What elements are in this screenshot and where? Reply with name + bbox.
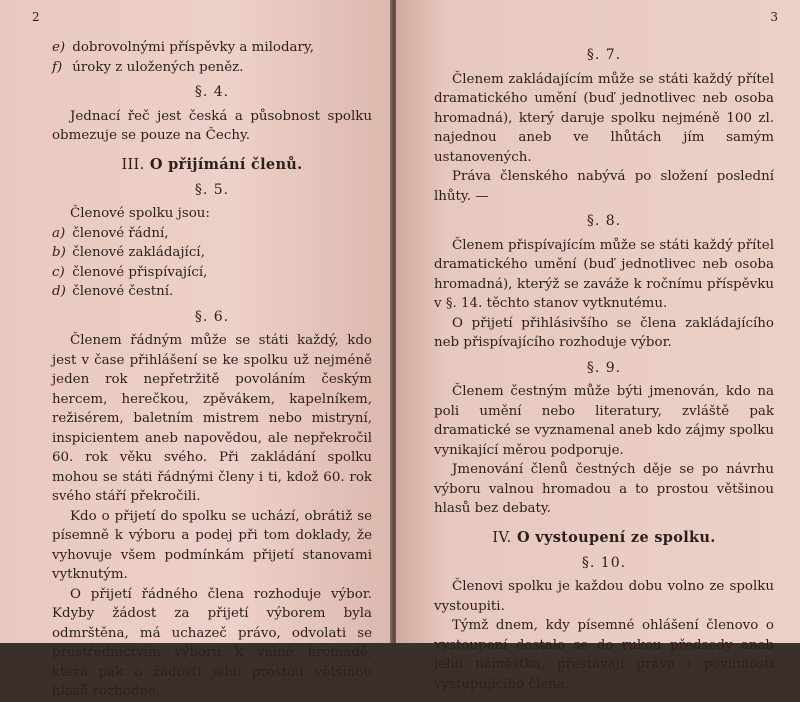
paragraph: Členem zakládajícím může se státi každý přítel dramatického umění (buď jednotlivec neb osoba hromadná), který daruje spolku nejméně 100 zl. najednou aneb ve lhůtách jím samým ustanovených. xyxy=(434,71,774,165)
paragraph: Kdo o přijetí do spolku se uchází, obrátiž se písemně k výboru a podej při tom doklady, že vyhovuje všem podmínkám přijetí stanovami vytknutým. xyxy=(52,508,372,582)
paragraph: O přijetí přihlásivšího se člena zakládajícího neb přispívajícího rozhoduje výbor. xyxy=(434,315,774,350)
list-item: c) členové přispívající, xyxy=(52,264,208,280)
page-number-left: 2 xyxy=(32,10,40,24)
right-page xyxy=(396,0,800,692)
paragraph: Práva členského nabývá po složení poslední lhůty. — xyxy=(434,169,774,204)
section-heading: §. 5. xyxy=(194,181,230,198)
paragraph: Členové spolku jsou: xyxy=(70,206,210,221)
paragraph: Členem řádným může se státi každý, kdo jest v čase přihlášení se ke spolku už nejméně jeden rok nepřetržitě povoláním českým hercem, herečkou, zpěvákem, kapelníkem, režisérem, baletním mistrem nebo mistryní, inspicientem aneb napovědou, ale nepřekročil 60. rok věku svého. Při zakládání spolku mohou se státi řádnými členy i ti, kdož 60. rok svého stáří překročili. xyxy=(52,333,372,504)
page-number-right: 3 xyxy=(770,10,778,24)
paragraph: Jmenování členů čestných děje se po návrhu výboru valnou hromadou a to prostou většinou hlasů bez debaty. xyxy=(434,462,774,516)
paragraph: Členem přispívajícím může se státi každý přítel dramatického umění (buď jednotlivec neb osoba hromadná), kterýž se zaváže k ročnímu příspěvku v §. 14. těchto stanov vytknutému. xyxy=(434,237,774,311)
section-heading: §. 9. xyxy=(586,359,622,376)
list-item: a) členové řádní, xyxy=(52,225,169,241)
section-heading: §. 6. xyxy=(194,308,230,325)
list-item: e) dobrovolnými příspěvky a milodary, xyxy=(52,40,314,55)
chapter-heading: III. O přijímání členů. xyxy=(121,155,303,173)
paragraph: Členem čestným může býti jmenován, kdo na poli umění nebo literatury, zvláště pak dramatické se vyznamenal aneb kdo zájmy spolku vynikající měrou podporuje. xyxy=(434,384,774,458)
section-heading: §. 7. xyxy=(586,47,622,63)
paragraph: Členovi spolku je každou dobu volno ze spolku vystoupiti. xyxy=(434,579,774,614)
section-heading: §. 10. xyxy=(581,554,627,571)
paragraph: O přijetí řádného člena rozhoduje výbor. Kdyby žádost za přijetí výborem byla odmrštěna, má uchazeč právo, odvolati se prostřednictvím výboru k valné hromadě, která pak o žádosti jeho prostou většinou hlasů rozhodne. xyxy=(52,586,372,699)
section-heading: §. 8. xyxy=(586,213,622,229)
section-heading: §. 4. xyxy=(194,84,230,100)
chapter-heading: IV. O vystoupení ze spolku. xyxy=(492,528,716,546)
list-item: f) úroky z uložených peněz. xyxy=(52,59,244,75)
list-item: b) členové zakládající, xyxy=(52,245,205,260)
paragraph: Jednací řeč jest česká a působnost spolku obmezuje se pouze na Čechy. xyxy=(52,108,372,143)
paragraph: Týmž dnem, kdy písemné ohlášení členovo o vystoupení dostalo se do rukou předsedy aneb jeho náměstka, přestávají práva i povinnosti vystupujícího člena. xyxy=(434,618,774,692)
list-item: d) členové čestní. xyxy=(52,284,174,299)
left-page xyxy=(0,0,392,699)
